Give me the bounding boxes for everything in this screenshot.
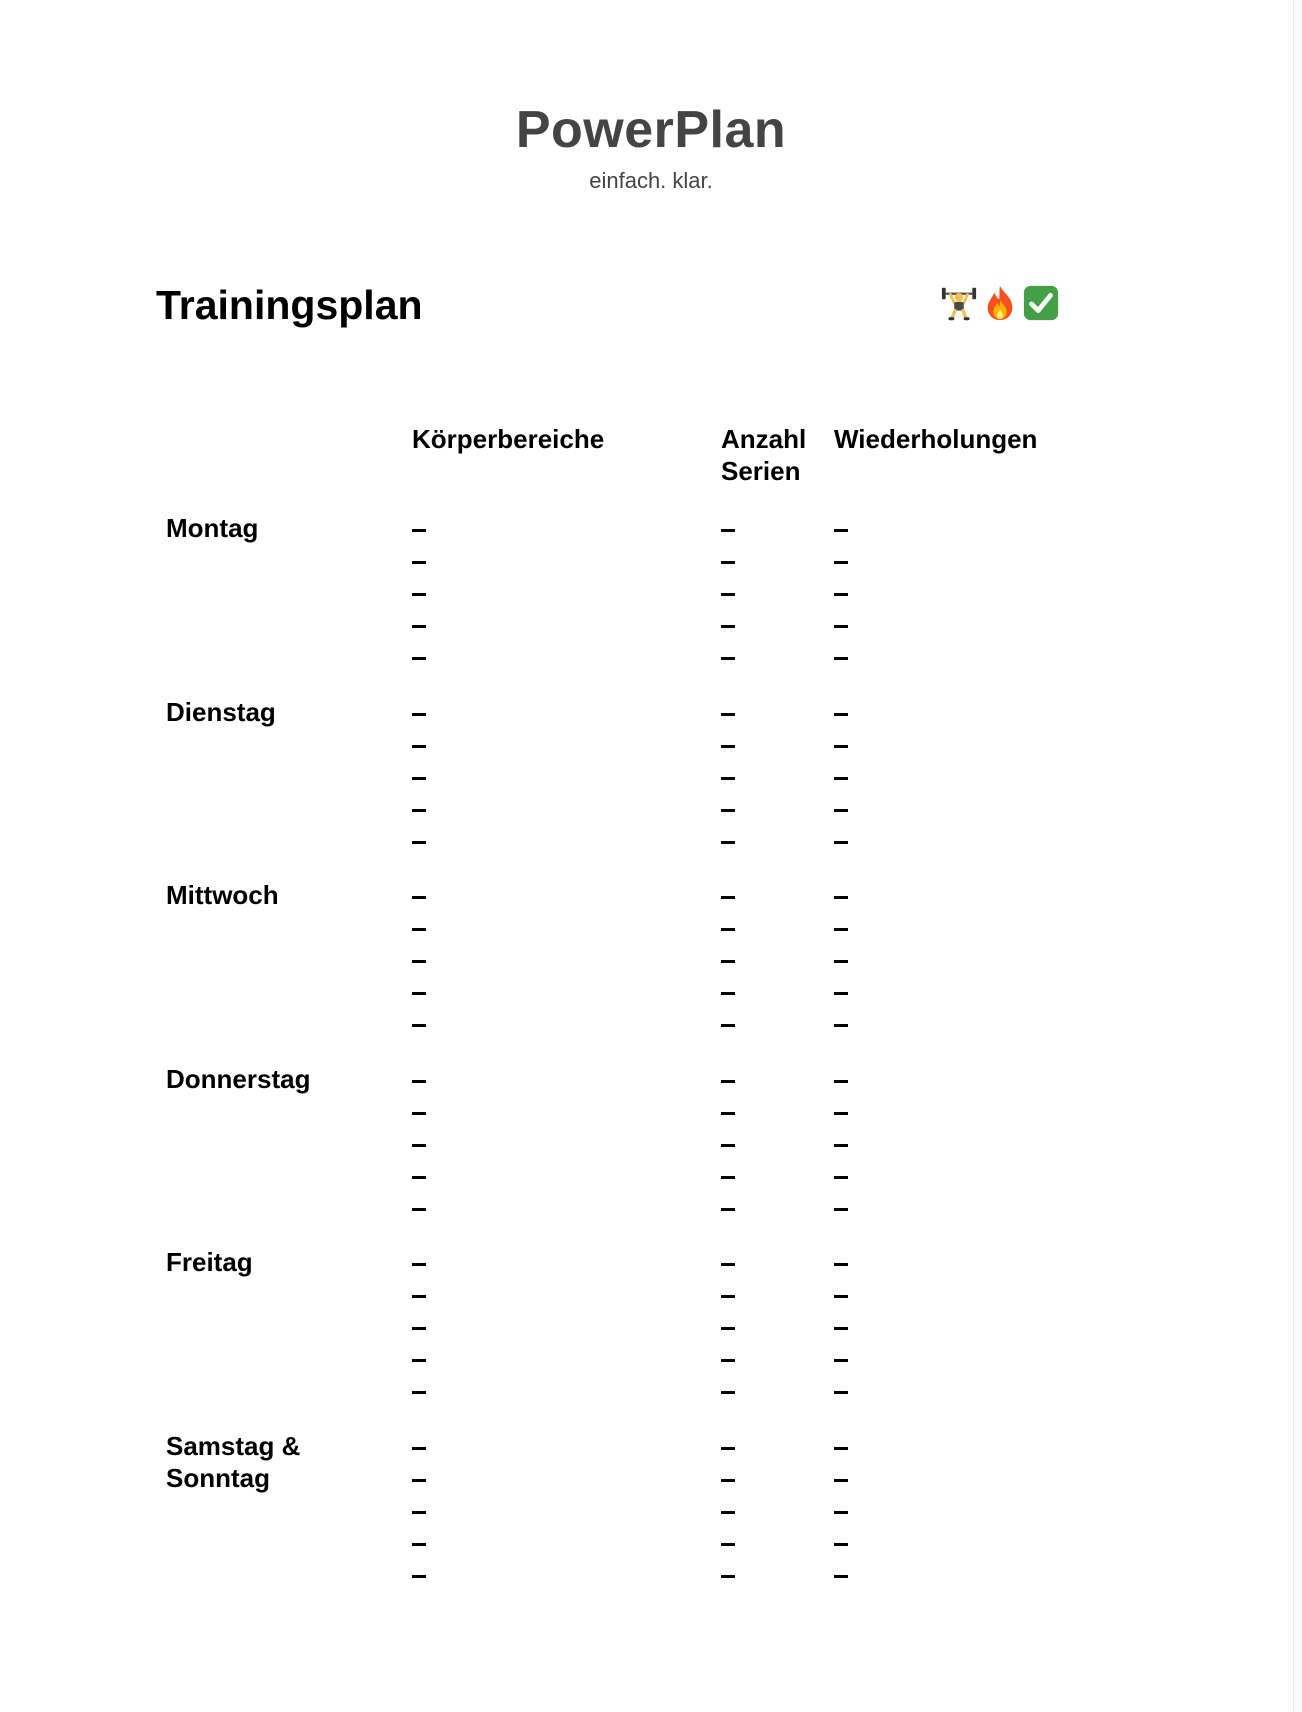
sets-placeholder-dash bbox=[721, 1575, 735, 1578]
check-mark-icon bbox=[1022, 284, 1060, 322]
sets-placeholder-dash bbox=[721, 1144, 735, 1147]
body-area-placeholder-dash bbox=[412, 625, 426, 628]
body-area-placeholder-dash bbox=[412, 1479, 426, 1482]
repetitions-placeholder-dash bbox=[834, 1080, 848, 1083]
body-area-placeholder-dash bbox=[412, 1359, 426, 1362]
page-edge bbox=[1293, 0, 1302, 1712]
sets-placeholder-dash bbox=[721, 1543, 735, 1546]
sets-placeholder-dash bbox=[721, 745, 735, 748]
sets-placeholder-dash bbox=[721, 561, 735, 564]
sets-placeholder-dash bbox=[721, 809, 735, 812]
sets-placeholder-dash bbox=[721, 529, 735, 532]
repetitions-placeholder-dash bbox=[834, 713, 848, 716]
body-area-placeholder-dash bbox=[412, 561, 426, 564]
repetitions-placeholder-dash bbox=[834, 593, 848, 596]
repetitions-placeholder-dash bbox=[834, 1479, 848, 1482]
sets-placeholder-dash bbox=[721, 1208, 735, 1211]
repetitions-placeholder-dash bbox=[834, 1391, 848, 1394]
sets-placeholder-dash bbox=[721, 841, 735, 844]
body-area-placeholder-dash bbox=[412, 1263, 426, 1266]
day-label: Mittwoch bbox=[166, 880, 279, 911]
day-label: Freitag bbox=[166, 1247, 253, 1278]
body-area-placeholder-dash bbox=[412, 1080, 426, 1083]
day-label: Montag bbox=[166, 513, 259, 543]
body-area-placeholder-dash bbox=[412, 1511, 426, 1514]
repetitions-placeholder-dash bbox=[834, 1543, 848, 1546]
body-area-placeholder-dash bbox=[412, 1112, 426, 1115]
repetitions-placeholder-dash bbox=[834, 777, 848, 780]
repetitions-placeholder-dash bbox=[834, 625, 848, 628]
body-area-placeholder-dash bbox=[412, 1575, 426, 1578]
day-label: Donnerstag bbox=[166, 1063, 311, 1094]
body-area-placeholder-dash bbox=[412, 1176, 426, 1179]
body-area-placeholder-dash bbox=[412, 713, 426, 716]
body-area-placeholder-dash bbox=[412, 1447, 426, 1450]
brand-tagline: einfach. klar. bbox=[589, 168, 713, 193]
body-area-placeholder-dash bbox=[412, 960, 426, 963]
repetitions-placeholder-dash bbox=[834, 1176, 848, 1179]
sets-placeholder-dash bbox=[721, 1024, 735, 1027]
body-area-placeholder-dash bbox=[412, 1295, 426, 1298]
body-area-placeholder-dash bbox=[412, 1024, 426, 1027]
repetitions-placeholder-dash bbox=[834, 960, 848, 963]
body-area-placeholder-dash bbox=[412, 1144, 426, 1147]
column-header-sets: Anzahl Serien bbox=[721, 424, 807, 486]
repetitions-placeholder-dash bbox=[834, 657, 848, 660]
repetitions-placeholder-dash bbox=[834, 1575, 848, 1578]
document-title: Trainingsplan bbox=[156, 282, 423, 328]
sets-placeholder-dash bbox=[721, 896, 735, 899]
body-area-placeholder-dash bbox=[412, 1327, 426, 1330]
repetitions-placeholder-dash bbox=[834, 1511, 848, 1514]
fire-icon bbox=[981, 284, 1019, 322]
column-header-repetitions: Wiederholungen bbox=[834, 424, 1038, 454]
repetitions-placeholder-dash bbox=[834, 529, 848, 532]
body-area-placeholder-dash bbox=[412, 529, 426, 532]
repetitions-placeholder-dash bbox=[834, 745, 848, 748]
sets-placeholder-dash bbox=[721, 777, 735, 780]
sets-placeholder-dash bbox=[721, 1511, 735, 1514]
sets-placeholder-dash bbox=[721, 625, 735, 628]
repetitions-placeholder-dash bbox=[834, 896, 848, 899]
sets-placeholder-dash bbox=[721, 1479, 735, 1482]
weightlifter-icon bbox=[940, 284, 978, 322]
body-area-placeholder-dash bbox=[412, 928, 426, 931]
repetitions-placeholder-dash bbox=[834, 1327, 848, 1330]
body-area-placeholder-dash bbox=[412, 1543, 426, 1546]
repetitions-placeholder-dash bbox=[834, 1263, 848, 1266]
body-area-placeholder-dash bbox=[412, 992, 426, 995]
column-header-body-areas: Körperbereiche bbox=[412, 424, 605, 454]
body-area-placeholder-dash bbox=[412, 809, 426, 812]
repetitions-placeholder-dash bbox=[834, 1447, 848, 1450]
sets-placeholder-dash bbox=[721, 1391, 735, 1394]
sets-placeholder-dash bbox=[721, 1295, 735, 1298]
repetitions-placeholder-dash bbox=[834, 928, 848, 931]
repetitions-placeholder-dash bbox=[834, 1144, 848, 1147]
repetitions-placeholder-dash bbox=[834, 1024, 848, 1027]
body-area-placeholder-dash bbox=[412, 657, 426, 660]
repetitions-placeholder-dash bbox=[834, 841, 848, 844]
body-area-placeholder-dash bbox=[412, 777, 426, 780]
repetitions-placeholder-dash bbox=[834, 809, 848, 812]
brand-title: PowerPlan bbox=[515, 101, 787, 159]
day-label: Samstag & Sonntag bbox=[166, 1431, 301, 1493]
sets-placeholder-dash bbox=[721, 593, 735, 596]
sets-placeholder-dash bbox=[721, 928, 735, 931]
sets-placeholder-dash bbox=[721, 1176, 735, 1179]
repetitions-placeholder-dash bbox=[834, 1295, 848, 1298]
repetitions-placeholder-dash bbox=[834, 1112, 848, 1115]
sets-placeholder-dash bbox=[721, 1359, 735, 1362]
sets-placeholder-dash bbox=[721, 992, 735, 995]
body-area-placeholder-dash bbox=[412, 1391, 426, 1394]
body-area-placeholder-dash bbox=[412, 841, 426, 844]
repetitions-placeholder-dash bbox=[834, 992, 848, 995]
day-label: Dienstag bbox=[166, 696, 276, 727]
sets-placeholder-dash bbox=[721, 1327, 735, 1330]
repetitions-placeholder-dash bbox=[834, 1359, 848, 1362]
body-area-placeholder-dash bbox=[412, 896, 426, 899]
repetitions-placeholder-dash bbox=[834, 561, 848, 564]
title-emoji-group bbox=[940, 284, 1060, 322]
sets-placeholder-dash bbox=[721, 1263, 735, 1266]
repetitions-placeholder-dash bbox=[834, 1208, 848, 1211]
body-area-placeholder-dash bbox=[412, 593, 426, 596]
sets-placeholder-dash bbox=[721, 960, 735, 963]
sets-placeholder-dash bbox=[721, 1080, 735, 1083]
body-area-placeholder-dash bbox=[412, 745, 426, 748]
sets-placeholder-dash bbox=[721, 1447, 735, 1450]
sets-placeholder-dash bbox=[721, 657, 735, 660]
sets-placeholder-dash bbox=[721, 713, 735, 716]
sets-placeholder-dash bbox=[721, 1112, 735, 1115]
body-area-placeholder-dash bbox=[412, 1208, 426, 1211]
